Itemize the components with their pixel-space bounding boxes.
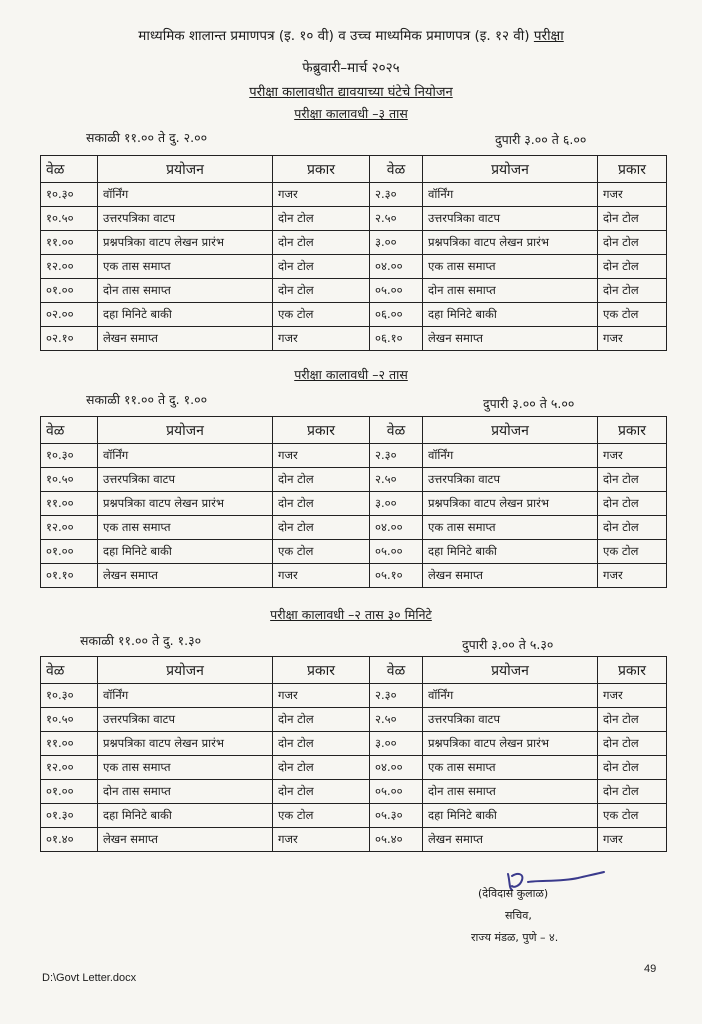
cell-purpose: एक तास समाप्त — [423, 255, 598, 279]
table-row — [41, 828, 667, 852]
cell-time: ०२.१० — [41, 327, 98, 351]
cell-purpose: प्रश्नपत्रिका वाटप लेखन प्रारंभ — [98, 732, 273, 756]
signatory-place: राज्य मंडळ, पुणे – ४. — [471, 931, 559, 944]
header-line-1-text: माध्यमिक शालान्त प्रमाणपत्र (इ. १० वी) व उच्च माध्यमिक प्रमाणपत्र (इ. १२ वी) — [138, 28, 530, 44]
cell-time: ०१.०० — [41, 780, 98, 804]
col-purpose: प्रयोजन — [423, 417, 598, 444]
cell-type: दोन टोल — [273, 516, 370, 540]
table-row — [41, 732, 667, 756]
cell-purpose: दहा मिनिटे बाकी — [98, 540, 273, 564]
table-row — [41, 279, 667, 303]
table-row — [41, 708, 667, 732]
cell-type: दोन टोल — [598, 207, 667, 231]
cell-purpose: एक तास समाप्त — [423, 756, 598, 780]
section-3-morning-slot: सकाळी ११.०० ते दु. १.३० — [80, 633, 202, 648]
cell-type: एक टोल — [598, 303, 667, 327]
cell-type: गजर — [273, 828, 370, 852]
table-row — [41, 804, 667, 828]
schedule-table-3 — [40, 656, 667, 852]
section-1-afternoon-slot: दुपारी ३.०० ते ६.०० — [495, 132, 587, 147]
cell-purpose: दहा मिनिटे बाकी — [423, 303, 598, 327]
cell-time: ०६.१० — [370, 327, 423, 351]
cell-purpose: एक तास समाप्त — [98, 756, 273, 780]
cell-type: दोन टोल — [598, 516, 667, 540]
cell-type: दोन टोल — [273, 780, 370, 804]
table-header-row — [41, 657, 667, 684]
cell-type: दोन टोल — [598, 255, 667, 279]
cell-purpose: प्रश्नपत्रिका वाटप लेखन प्रारंभ — [98, 492, 273, 516]
cell-type: गजर — [273, 444, 370, 468]
section-2-title: परीक्षा कालावधी –२ तास — [294, 367, 408, 382]
cell-time: २.५० — [370, 207, 423, 231]
cell-purpose: वॉर्निंग — [98, 684, 273, 708]
cell-purpose: दहा मिनिटे बाकी — [98, 303, 273, 327]
schedule-table-1-body — [41, 183, 667, 351]
section-2-afternoon-slot: दुपारी ३.०० ते ५.०० — [483, 396, 575, 411]
table-row — [41, 468, 667, 492]
cell-time: १०.५० — [41, 207, 98, 231]
col-time: वेळ — [41, 417, 98, 444]
table-row — [41, 327, 667, 351]
cell-type: गजर — [598, 828, 667, 852]
cell-time: १२.०० — [41, 516, 98, 540]
cell-time: ११.०० — [41, 231, 98, 255]
cell-purpose: वॉर्निंग — [98, 444, 273, 468]
col-purpose: प्रयोजन — [423, 156, 598, 183]
cell-time: ०५.१० — [370, 564, 423, 588]
table-row — [41, 756, 667, 780]
schedule-table-2 — [40, 416, 667, 588]
cell-time: १०.३० — [41, 183, 98, 207]
cell-purpose: लेखन समाप्त — [98, 327, 273, 351]
cell-purpose: प्रश्नपत्रिका वाटप लेखन प्रारंभ — [423, 492, 598, 516]
cell-purpose: वॉर्निंग — [98, 183, 273, 207]
cell-time: ०१.३० — [41, 804, 98, 828]
cell-time: ३.०० — [370, 492, 423, 516]
col-purpose: प्रयोजन — [423, 657, 598, 684]
cell-type: गजर — [273, 564, 370, 588]
cell-type: दोन टोल — [598, 708, 667, 732]
signatory-name: (देविदास कुलाळ) — [478, 887, 549, 900]
table-row — [41, 780, 667, 804]
cell-time: ०१.०० — [41, 279, 98, 303]
page-number: 49 — [644, 963, 657, 975]
col-type: प्रकार — [273, 417, 370, 444]
col-type: प्रकार — [273, 156, 370, 183]
cell-type: गजर — [273, 327, 370, 351]
cell-time: १०.५० — [41, 468, 98, 492]
col-time: वेळ — [370, 657, 423, 684]
cell-type: एक टोल — [273, 804, 370, 828]
cell-type: दोन टोल — [598, 780, 667, 804]
cell-time: ०२.०० — [41, 303, 98, 327]
section-1-title: परीक्षा कालावधी –३ तास — [294, 106, 408, 121]
table-row — [41, 207, 667, 231]
cell-type: एक टोल — [273, 303, 370, 327]
header-line-1 — [0, 26, 702, 44]
table-row — [41, 444, 667, 468]
cell-purpose: एक तास समाप्त — [98, 516, 273, 540]
cell-purpose: लेखन समाप्त — [98, 828, 273, 852]
col-time: वेळ — [370, 417, 423, 444]
cell-purpose: दहा मिनिटे बाकी — [423, 540, 598, 564]
cell-purpose: दोन तास समाप्त — [423, 279, 598, 303]
cell-time: ०५.०० — [370, 279, 423, 303]
table-row — [41, 183, 667, 207]
cell-purpose: वॉर्निंग — [423, 183, 598, 207]
table-row — [41, 231, 667, 255]
cell-time: ०१.१० — [41, 564, 98, 588]
cell-purpose: प्रश्नपत्रिका वाटप लेखन प्रारंभ — [423, 732, 598, 756]
cell-type: गजर — [598, 684, 667, 708]
col-purpose: प्रयोजन — [98, 657, 273, 684]
cell-purpose: एक तास समाप्त — [423, 516, 598, 540]
section-1-morning-slot: सकाळी ११.०० ते दु. २.०० — [86, 130, 208, 145]
cell-type: दोन टोल — [598, 279, 667, 303]
cell-type: दोन टोल — [598, 732, 667, 756]
cell-purpose: वॉर्निंग — [423, 684, 598, 708]
cell-type: दोन टोल — [273, 279, 370, 303]
schedule-table-3-body — [41, 684, 667, 852]
col-time: वेळ — [41, 657, 98, 684]
cell-purpose: उत्तरपत्रिका वाटप — [98, 468, 273, 492]
cell-time: १०.३० — [41, 444, 98, 468]
cell-purpose: दोन तास समाप्त — [98, 780, 273, 804]
cell-type: दोन टोल — [273, 492, 370, 516]
cell-type: एक टोल — [598, 804, 667, 828]
cell-type: दोन टोल — [273, 231, 370, 255]
col-type: प्रकार — [598, 657, 667, 684]
schedule-table-2-body — [41, 444, 667, 588]
cell-purpose: लेखन समाप्त — [98, 564, 273, 588]
section-2-morning-slot: सकाळी ११.०० ते दु. १.०० — [86, 392, 208, 407]
cell-time: ०४.०० — [370, 516, 423, 540]
cell-time: १२.०० — [41, 756, 98, 780]
cell-purpose: उत्तरपत्रिका वाटप — [98, 708, 273, 732]
cell-type: दोन टोल — [273, 207, 370, 231]
cell-type: दोन टोल — [273, 756, 370, 780]
cell-type: गजर — [598, 444, 667, 468]
table-row — [41, 516, 667, 540]
cell-purpose: दोन तास समाप्त — [98, 279, 273, 303]
cell-time: २.५० — [370, 468, 423, 492]
cell-time: ३.०० — [370, 732, 423, 756]
header-line-1-exam: परीक्षा — [533, 28, 564, 44]
cell-time: १०.५० — [41, 708, 98, 732]
cell-purpose: एक तास समाप्त — [98, 255, 273, 279]
table-row — [41, 492, 667, 516]
col-purpose: प्रयोजन — [98, 417, 273, 444]
cell-type: दोन टोल — [273, 468, 370, 492]
cell-time: १०.३० — [41, 684, 98, 708]
cell-type: दोन टोल — [598, 756, 667, 780]
cell-purpose: उत्तरपत्रिका वाटप — [423, 207, 598, 231]
cell-purpose: प्रश्नपत्रिका वाटप लेखन प्रारंभ — [423, 231, 598, 255]
schedule-table-1 — [40, 155, 667, 351]
col-purpose: प्रयोजन — [98, 156, 273, 183]
cell-purpose: उत्तरपत्रिका वाटप — [98, 207, 273, 231]
table-header-row — [41, 156, 667, 183]
col-time: वेळ — [370, 156, 423, 183]
cell-purpose: उत्तरपत्रिका वाटप — [423, 468, 598, 492]
signatory-title: सचिव, — [505, 909, 532, 922]
cell-time: २.५० — [370, 708, 423, 732]
cell-time: ०५.४० — [370, 828, 423, 852]
section-3-title: परीक्षा कालावधी –२ तास ३० मिनिटे — [270, 607, 432, 622]
header-line-2: फेब्रुवारी–मार्च २०२५ — [302, 60, 400, 76]
cell-type: दोन टोल — [598, 231, 667, 255]
cell-time: ०६.०० — [370, 303, 423, 327]
cell-purpose: उत्तरपत्रिका वाटप — [423, 708, 598, 732]
cell-type: एक टोल — [598, 540, 667, 564]
table-header-row — [41, 417, 667, 444]
cell-time: ११.०० — [41, 492, 98, 516]
cell-purpose: प्रश्नपत्रिका वाटप लेखन प्रारंभ — [98, 231, 273, 255]
cell-purpose: दहा मिनिटे बाकी — [98, 804, 273, 828]
cell-purpose: दोन तास समाप्त — [423, 780, 598, 804]
col-type: प्रकार — [273, 657, 370, 684]
cell-type: गजर — [598, 327, 667, 351]
cell-time: ०५.०० — [370, 780, 423, 804]
cell-type: गजर — [598, 564, 667, 588]
cell-purpose: लेखन समाप्त — [423, 327, 598, 351]
cell-time: ०५.०० — [370, 540, 423, 564]
cell-purpose: दहा मिनिटे बाकी — [423, 804, 598, 828]
cell-time: ०१.४० — [41, 828, 98, 852]
cell-time: ०४.०० — [370, 255, 423, 279]
table-row — [41, 540, 667, 564]
cell-purpose: लेखन समाप्त — [423, 564, 598, 588]
table-row — [41, 303, 667, 327]
cell-type: गजर — [273, 183, 370, 207]
col-type: प्रकार — [598, 156, 667, 183]
cell-type: दोन टोल — [598, 468, 667, 492]
header-line-3: परीक्षा कालावधीत द्यावयाच्या घंटेचे नियोजन — [249, 85, 453, 100]
table-row — [41, 255, 667, 279]
cell-time: ०४.०० — [370, 756, 423, 780]
cell-purpose: वॉर्निंग — [423, 444, 598, 468]
cell-time: ३.०० — [370, 231, 423, 255]
cell-type: दोन टोल — [598, 492, 667, 516]
col-type: प्रकार — [598, 417, 667, 444]
cell-time: ११.०० — [41, 732, 98, 756]
section-3-afternoon-slot: दुपारी ३.०० ते ५.३० — [462, 637, 554, 652]
footer-file-path: D:\Govt Letter.docx — [42, 972, 137, 984]
cell-type: दोन टोल — [273, 708, 370, 732]
cell-time: २.३० — [370, 183, 423, 207]
col-time: वेळ — [41, 156, 98, 183]
cell-time: ०५.३० — [370, 804, 423, 828]
table-row — [41, 684, 667, 708]
cell-type: एक टोल — [273, 540, 370, 564]
table-row — [41, 564, 667, 588]
cell-type: गजर — [598, 183, 667, 207]
cell-purpose: लेखन समाप्त — [423, 828, 598, 852]
cell-type: गजर — [273, 684, 370, 708]
cell-time: १२.०० — [41, 255, 98, 279]
cell-time: २.३० — [370, 444, 423, 468]
cell-type: दोन टोल — [273, 255, 370, 279]
cell-time: ०१.०० — [41, 540, 98, 564]
cell-type: दोन टोल — [273, 732, 370, 756]
cell-time: २.३० — [370, 684, 423, 708]
